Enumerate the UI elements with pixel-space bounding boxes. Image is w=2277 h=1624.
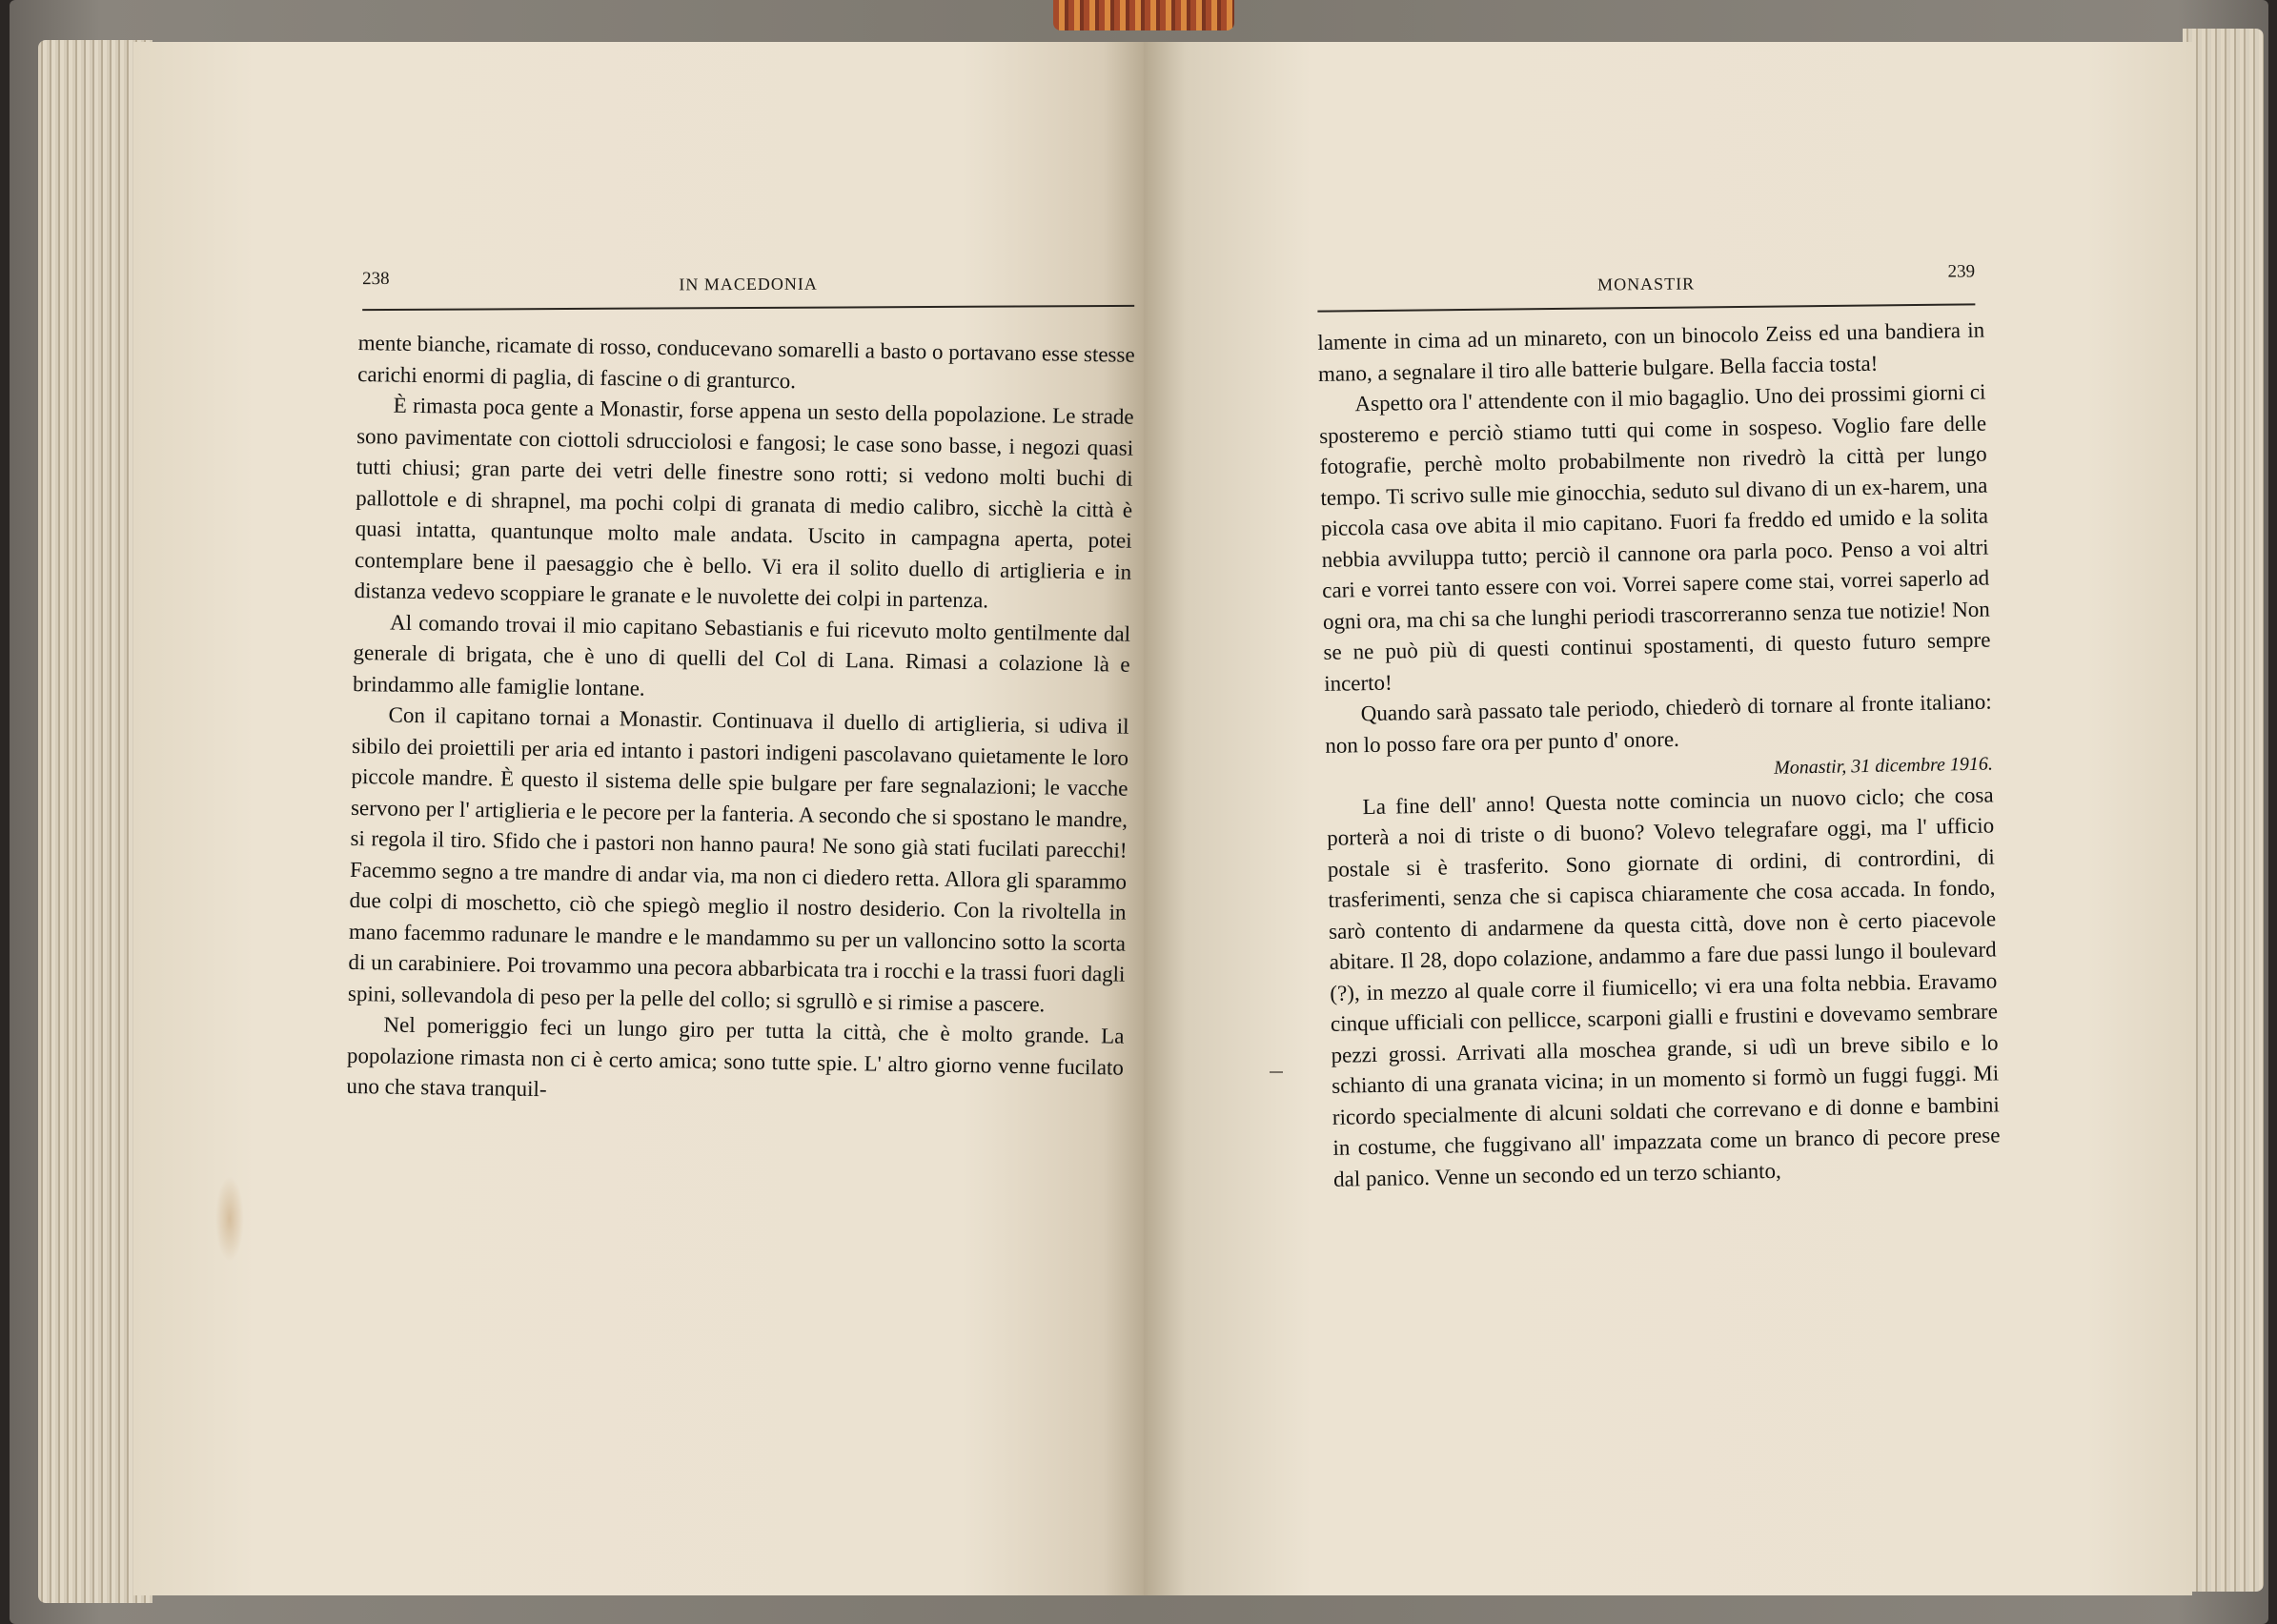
page-number: 238 (361, 268, 390, 290)
header-rule (362, 305, 1134, 311)
paragraph: Nel pomeriggio feci un lungo giro per tutta la città, che è molto grande. La popolazione rimasta non ci è certo amica; sono tutte spie. L' altro giorno venne fucilato uno che stava tranquil- (346, 1012, 1125, 1102)
paragraph: Con il capitano tornai a Monastir. Continuava il duello di artiglieria, si udiva il sibilo dei proiettili per aria ed intanto i pastori indigeni pascolavano quietamente le loro piccole mandre. È questo il sistema delle spie bulgare per fare segnalazioni; le vacche servono per l' artiglieria e le pecore per la fanteria. A secondo che si spostano le mandre, si regola il tiro. Sfido che i pastori non hanno paura! Ne sono già stati fucilati parecchi! Facemmo segno a tre mandre di andar via, ma non ci diedero retta. Allora gli sparammo due colpi di moschetto, ciò che spiegò meglio il nostro desiderio. Con la rivoltella in mano facemmo radunare le mandre e le mandammo su per un valloncino sotto la scorta di un carabiniere. Poi trovammo una pecora abbarbicata tra i rocchi e la trassi fuori dagli spini, sollevandola di peso per la pelle del collo; si sgrullò e si rimise a pascere. (347, 702, 1129, 1016)
right-page-header (1317, 225, 1976, 317)
paper-stain (215, 1176, 244, 1262)
paragraph: Quando sarà passato tale periodo, chiederò di tornare al fronte italiano: non lo posso fare ora per punto d' onore. (1325, 689, 1992, 758)
paragraph: Aspetto ora l' attendente con il mio bagaglio. Uno dei prossimi giorni ci sposteremo e perciò stiamo tutti qui come in sospeso. Voglio fare delle fotografie, perchè molto probabilmente non rivedrò la città per lungo tempo. Ti scrivo sulle mie ginocchia, seduto sul divano di un ex-harem, una piccola casa ove abita il mio capitano. Fuori fa freddo ed umido e la solita nebbia avviluppa tutto; perciò il cannone ora parla poco. Penso a voi altri cari e vorrei tanto essere con voi. Vorrei sapere come stai, vorrei saperlo ad ogni ora, ma chi sa che lunghi periodi trascorreranno senza tue notizie! Non se ne può più di questi continui spostamenti, di questo futuro sempre incerto! (1318, 379, 1991, 696)
right-page-body (1317, 315, 2001, 1195)
running-head: MONASTIR (1597, 274, 1696, 294)
page-number: 239 (1947, 261, 1976, 282)
left-page (133, 42, 1144, 1595)
paragraph: È rimasta poca gente a Monastir, forse appena un sesto della popolazione. Le strade sono pavimentate con ciottoli sdrucciolosi e fangosi; le case sono basse, i negozi quasi tutti chiusi; gran parte dei vetri delle finestre sono rotti; si vedono molti buchi di pallottole e di shrapnel, ma pochi colpi di granata di medio calibro, sicchè la città è quasi intatta, quantunque molto male andata. Uscito in campagna aperta, potei contemplare bene il paesaggio che è bello. Vi era il solito duello di artiglieria e in distanza vedevo scoppiare le granate e le nuvolette dei colpi in partenza. (354, 393, 1134, 613)
paragraph: Al comando trovai il mio capitano Sebastianis e fui ricevuto molto gentilmente dal generale di brigata, che è uno di quelli del Col di Lana. Rimasi a colazione là e brindammo alle famiglie lontane. (352, 610, 1131, 700)
paragraph: lamente in cima ad un minareto, con un binocolo Zeiss ed una bandiera in mano, a segnalare il tiro alle batterie bulgare. Bella faccia tosta! (1317, 317, 1985, 386)
right-page-edges (2183, 29, 2264, 1592)
paragraph: mente bianche, ricamate di rosso, conducevano somarelli a basto o portavano esse stesse carichi enormi di paglia, di fascine o di granturco. (357, 330, 1135, 393)
margin-mark (1270, 1071, 1283, 1073)
spine-binding-thread (1053, 0, 1234, 30)
header-rule (1317, 303, 1975, 312)
left-page-body (346, 328, 1135, 1114)
paragraph: La fine dell' anno! Questa notte comincia un nuovo ciclo; che cosa porterà a noi di triste o di buono? Volevo telegrafare oggi, ma l' ufficio postale si è trasferito. Sono giornate di ordini, di contrordini, di trasferimenti, senza che si capisca chiaramente che cosa accada. In fondo, sarò contento di andarmene da questa città, dove non è certo piacevole abitare. Il 28, dopo colazione, andammo a fare due passi lungo il boulevard (?), in mezzo al quale corre il fiumicello; vi era una folta nebbia. Eravamo cinque ufficiali con pellicce, scarponi gialli e frustini e dovevamo sembrare pezzi grossi. Arrivati alla moschea grande, si udì un breve sibilo e lo schianto di una granata vicina; in un momento si formò un fuggi fuggi. Mi ricordo specialmente di alcuni soldati che correvano e di donne e bambini in costume, che fuggivano all' impazzata come un branco di pecore prese dal panico. Venne un secondo ed un terzo schianto, (1327, 782, 2001, 1191)
right-page (1144, 42, 2192, 1595)
left-page-header (362, 227, 1134, 316)
dateline: Monastir, 31 dicembre 1916. (1773, 753, 1994, 779)
running-head: IN MACEDONIA (679, 274, 818, 294)
